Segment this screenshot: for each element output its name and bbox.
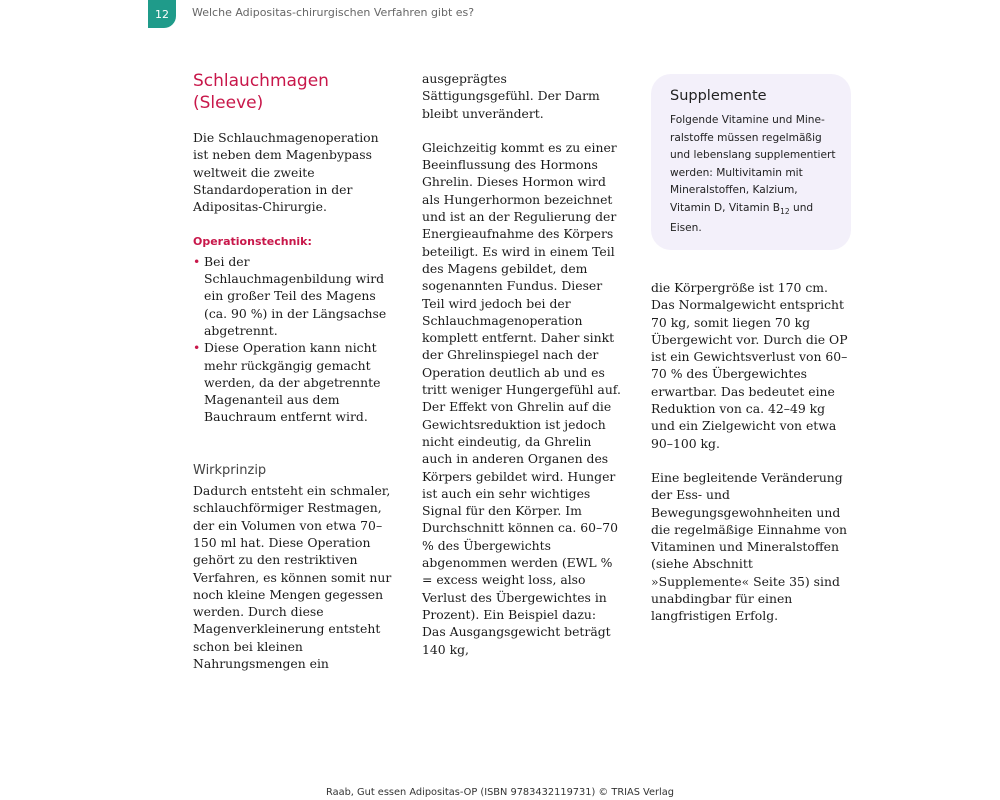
technique-heading: Operationstechnik: <box>193 235 312 249</box>
paragraph: die Körpergröße ist 170 cm. Das Normalgewicht entspricht 70 kg, somit liegen 70 kg Übergewicht vor. Durch die OP ist ein Gewichtsverlust von 60–70 % des Übergewichtes erwartbar. Das bedeutet eine Reduktion von ca. 42–49 kg und ein Zielgewicht von etwa 90–100 kg. <box>651 280 848 451</box>
supplement-info-box <box>651 74 851 250</box>
list-item: • Bei der Schlauchmagenbildung wird ein großer Teil des Magens (ca. 90 %) in der Längsachse abgetrennt. <box>193 253 393 339</box>
footer-credit: Raab, Gut essen Adipositas-OP (ISBN 9783432119731) © TRIAS Verlag <box>325 787 674 798</box>
paragraph: ausgeprägtes Sättigungsgefühl. Der Darm bleibt unverändert. <box>422 71 600 121</box>
info-box-title: Supplemente <box>670 88 767 104</box>
running-title: Welche Adipositas-chirurgischen Verfahren gibt es? <box>192 6 475 19</box>
principle-heading: Wirkprinzip <box>193 462 267 478</box>
vitamin-subscript: 12 <box>780 206 790 216</box>
info-box-text <box>670 112 837 238</box>
column-1 <box>193 70 393 672</box>
list-item: • Diese Operation kann nicht mehr rückgängig gemacht werden, da der abgetrennte Magenanteil aus dem Bauchraum entfernt wird. <box>193 339 393 425</box>
column-2 <box>422 70 622 658</box>
info-text-part: und Eisen. <box>670 201 814 235</box>
principle-paragraph: Dadurch entsteht ein schmaler, schlauchförmiger Restmagen, der ein Volumen von etwa 70–150 ml hat. Diese Operation gehört zu den restriktiven Verfahren, es können somit nur noch kleine Mengen gegessen werden. Durch diese Magenverkleinerung entsteht schon bei kleinen Nahrungsmengen ein <box>193 483 392 672</box>
info-text-part: Folgende Vitamine und Mineralstoffe müssen regelmäßig und lebenslang supplementiert werden: Multivitamin mit Mineralstoffen, Kalzium, Vitamin D, Vitamin B <box>670 114 836 214</box>
paragraph: Gleichzeitig kommt es zu einer Beeinflussung des Hormons Ghrelin. Dieses Hormon wird als Hungerhormon bezeichnet und ist an der Regulierung der Energieaufnahme des Körpers beteiligt. Es wird in einem Teil des Magens gebildet, dem sogenannten Fundus. Dieser Teil wird jedoch bei der Schlauchmagenoperation komplett entfernt. Daher sinkt der Ghrelinspiegel nach der Operation deutlich ab und es tritt weniger Hungergefühl auf. Der Effekt von Ghrelin auf die Gewichtsreduktion ist jedoch nicht eindeutig, da Ghrelin auch in anderen Organen des Körpers gebildet wird. Hunger ist auch ein sehr wichtiges Signal für den Körper. Im Durchschnitt können ca. 60–70 % des Übergewichts abgenommen werden (EWL % = excess weight loss, also Verlust des Übergewichtes in Prozent). Ein Beispiel dazu: Das Ausgangsgewicht beträgt 140 kg, <box>422 139 621 657</box>
column-3 <box>651 279 851 625</box>
intro-paragraph: Die Schlauchmagenoperation ist neben dem Magenbypass weltweit die zweite Standardoperation in der Adipositas-Chirurgie. <box>193 130 379 215</box>
technique-list <box>193 253 393 426</box>
page-number: 12 <box>148 0 176 28</box>
section-title: Schlauchmagen (Sleeve) <box>193 71 329 113</box>
paragraph: Eine begleitende Veränderung der Ess- und Bewegungsgewohnheiten und die regelmäßige Einnahme von Vitaminen und Mineralstoffen (siehe Abschnitt »Supplemente« Seite 35) sind unabdingbar für einen langfristigen Erfolg. <box>651 469 848 624</box>
